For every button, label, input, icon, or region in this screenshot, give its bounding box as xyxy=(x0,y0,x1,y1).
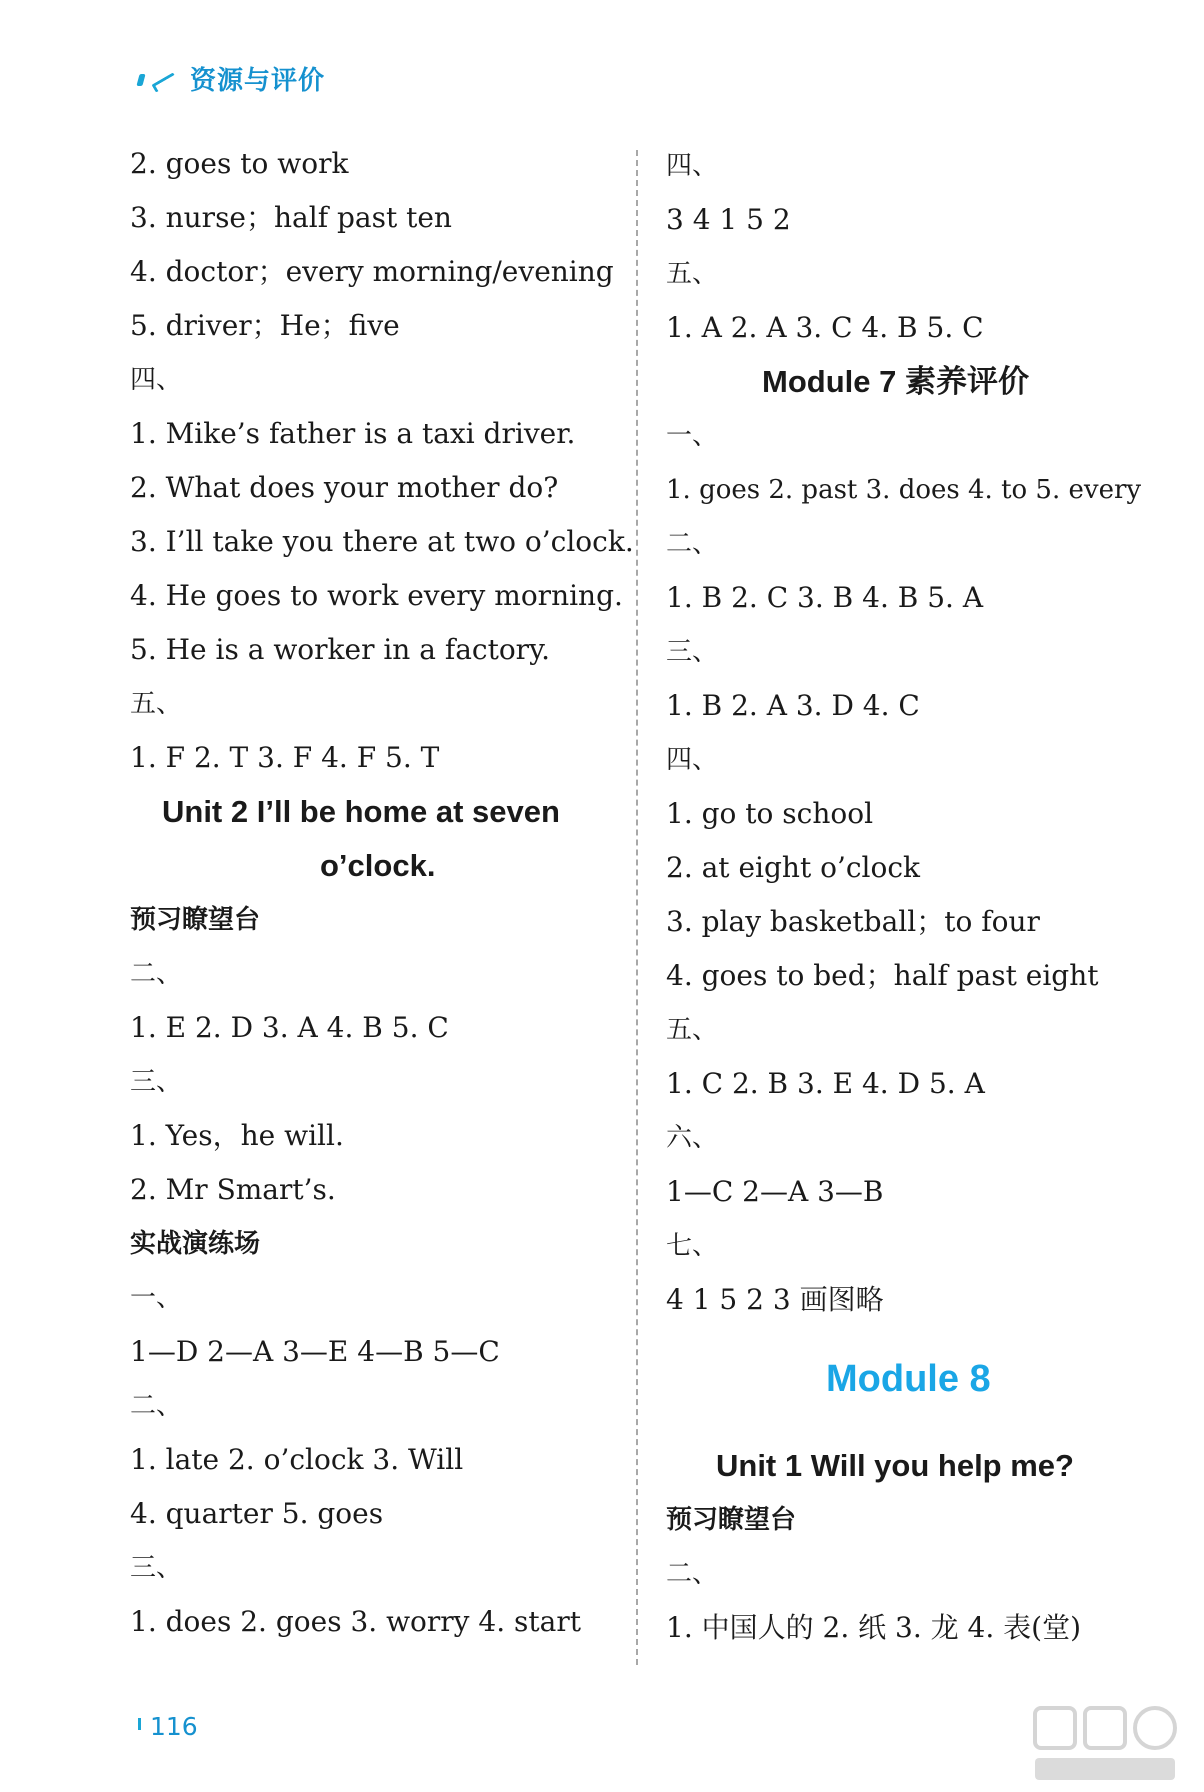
answer-line: 1. C 2. B 3. E 4. D 5. A xyxy=(666,1067,985,1100)
section-number: 五、 xyxy=(666,1015,719,1045)
answer-line: 1. 中国人的 2. 纸 3. 龙 4. 表(堂) xyxy=(666,1611,1082,1644)
subsection-title: 预习瞭望台 xyxy=(666,1505,797,1535)
answer-line: 2. goes to work xyxy=(130,147,349,180)
answer-line: 5. He is a worker in a factory. xyxy=(130,633,551,666)
answer-line: 1. B 2. A 3. D 4. C xyxy=(666,689,920,722)
answer-line: 4. doctor；every morning/evening xyxy=(130,255,614,288)
answer-line: 3. nurse；half past ten xyxy=(130,201,452,234)
unit-heading: Unit 1 Will you help me? xyxy=(716,1448,1074,1483)
answer-line: 3. I’ll take you there at two o’clock. xyxy=(130,525,634,558)
section-number: 一、 xyxy=(130,1283,183,1313)
answer-line: 1. E 2. D 3. A 4. B 5. C xyxy=(130,1011,449,1044)
answer-line: 1. B 2. C 3. B 4. B 5. A xyxy=(666,581,984,614)
answer-line: 1. A 2. A 3. C 4. B 5. C xyxy=(666,311,984,344)
answer-line: 2. What does your mother do? xyxy=(130,471,559,504)
section-number: 二、 xyxy=(666,1559,719,1589)
section-number: 五、 xyxy=(130,689,183,719)
column-divider xyxy=(636,150,638,1665)
page-number-mark xyxy=(138,1718,141,1730)
module8-heading: Module 8 xyxy=(826,1358,991,1400)
subsection-title: 实战演练场 xyxy=(130,1229,261,1259)
answer-line: 4. quarter 5. goes xyxy=(130,1497,384,1530)
answer-line: 3 4 1 5 2 xyxy=(666,203,791,236)
section-number: 三、 xyxy=(130,1067,183,1097)
section-number: 五、 xyxy=(666,259,719,289)
answer-line: 1—C 2—A 3—B xyxy=(666,1175,884,1208)
answer-line: 1. go to school xyxy=(666,797,874,830)
section-number: 三、 xyxy=(666,637,719,667)
subsection-title: 预习瞭望台 xyxy=(130,905,261,935)
answer-line: 2. at eight o’clock xyxy=(666,851,920,884)
answer-line: 4. goes to bed；half past eight xyxy=(666,959,1099,992)
header-logo-icon xyxy=(132,66,180,90)
header-title: 资源与评价 xyxy=(190,65,326,96)
answer-line: 1. F 2. T 3. F 4. F 5. T xyxy=(130,741,440,774)
page-number: 116 xyxy=(150,1712,198,1741)
answer-line: 1. Mike’s father is a taxi driver. xyxy=(130,417,576,450)
watermark-logo-icon xyxy=(1025,1700,1185,1790)
answer-line: 3. play basketball；to four xyxy=(666,905,1040,938)
section-number: 三、 xyxy=(130,1553,183,1583)
answer-line: 1. Yes，he will. xyxy=(130,1119,344,1152)
section-number: 四、 xyxy=(666,151,719,181)
section-number: 一、 xyxy=(666,421,719,451)
answer-line: 1. does 2. goes 3. worry 4. start xyxy=(130,1605,581,1638)
section-number: 二、 xyxy=(130,959,183,989)
answer-line: 5. driver；He；five xyxy=(130,309,400,342)
section-number: 四、 xyxy=(130,365,183,395)
answer-line: 1. late 2. o’clock 3. Will xyxy=(130,1443,464,1476)
answer-line: 1. goes 2. past 3. does 4. to 5. every xyxy=(666,475,1142,505)
section-number: 六、 xyxy=(666,1123,719,1153)
answer-line: 4. He goes to work every morning. xyxy=(130,579,623,612)
answer-line: 2. Mr Smart’s. xyxy=(130,1173,336,1206)
answer-line: 1—D 2—A 3—E 4—B 5—C xyxy=(130,1335,500,1368)
unit-heading-continued: o’clock. xyxy=(320,848,436,883)
section-number: 七、 xyxy=(666,1231,719,1261)
section-number: 二、 xyxy=(130,1391,183,1421)
section-number: 二、 xyxy=(666,529,719,559)
answer-line: 4 1 5 2 3 画图略 xyxy=(666,1283,884,1316)
module7-heading: Module 7 素养评价 xyxy=(762,364,1029,399)
section-number: 四、 xyxy=(666,745,719,775)
unit-heading: Unit 2 I’ll be home at seven xyxy=(162,794,560,829)
page-header xyxy=(132,58,325,98)
